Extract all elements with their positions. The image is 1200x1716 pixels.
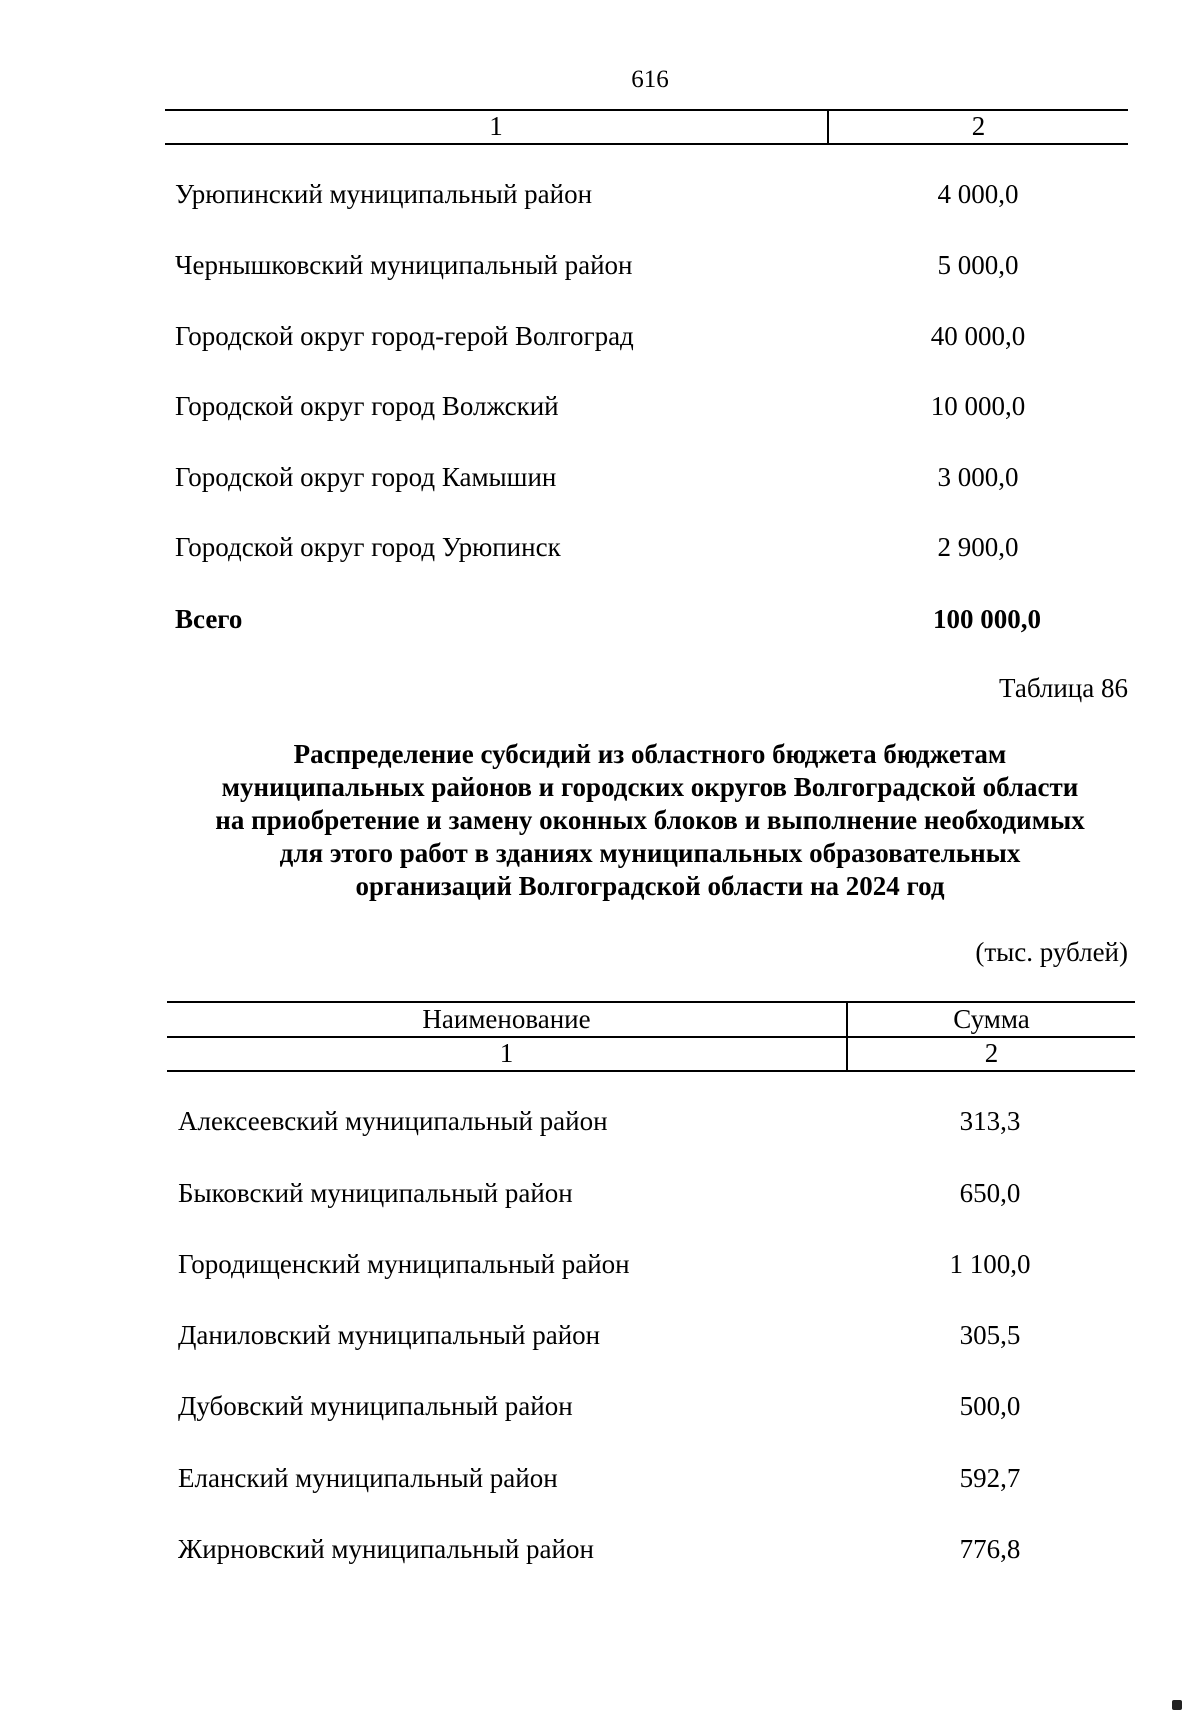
table-row-name: Городской округ город-герой Волгоград — [175, 321, 634, 351]
table-row-name: Быковский муниципальный район — [178, 1178, 573, 1208]
table-row-value: 650,0 — [959, 1178, 1021, 1208]
table-row-value: 500,0 — [959, 1391, 1021, 1421]
table-row-value: 3 000,0 — [937, 462, 1019, 492]
table-row-name: Городской округ город Волжский — [175, 391, 559, 421]
column-header-sum: Сумма — [953, 1004, 1030, 1034]
table-row-name: Городской округ город Камышин — [175, 462, 557, 492]
units-label: (тыс. рублей) — [975, 937, 1128, 967]
top-table-col1-number: 1 — [489, 111, 503, 141]
table-number-label: Таблица 86 — [999, 673, 1128, 703]
table-row-name: Даниловский муниципальный район — [178, 1320, 601, 1350]
table-row-value: 1 100,0 — [949, 1249, 1031, 1279]
table-title-line: Распределение субсидий из областного бюджета бюджетам — [293, 739, 1007, 769]
table-title-line: муниципальных районов и городских округов Волгоградской области — [221, 772, 1079, 802]
table-row-name: Жирновский муниципальный район — [178, 1534, 594, 1564]
column-number-2: 2 — [984, 1038, 999, 1068]
column-header-name: Наименование — [422, 1004, 591, 1034]
table-row-value: 5 000,0 — [937, 250, 1019, 280]
table-row-name: Урюпинский муниципальный район — [175, 179, 593, 209]
table-row-value: 313,3 — [959, 1106, 1021, 1136]
table-row-value: 2 900,0 — [937, 532, 1019, 562]
table-row-value: 10 000,0 — [930, 391, 1026, 421]
table-row-value: 40 000,0 — [930, 321, 1026, 351]
table-title-line: для этого работ в зданиях муниципальных образовательных — [279, 838, 1021, 868]
total-label: Всего — [175, 604, 243, 634]
table-row-value: 305,5 — [959, 1320, 1021, 1350]
table-row-name: Еланский муниципальный район — [178, 1463, 558, 1493]
table-row-name: Городищенский муниципальный район — [178, 1249, 630, 1279]
table-row-value: 776,8 — [959, 1534, 1021, 1564]
table-row-name: Чернышковский муниципальный район — [175, 250, 633, 280]
table-title-line: на приобретение и замену оконных блоков и выполнение необходимых — [215, 805, 1085, 835]
total-value: 100 000,0 — [933, 604, 1041, 634]
column-number-1: 1 — [499, 1038, 514, 1068]
top-table-col2-number: 2 — [971, 111, 986, 141]
page-number: 616 — [631, 66, 669, 93]
table-row-value: 592,7 — [959, 1463, 1021, 1493]
table-row-name: Городской округ город Урюпинск — [175, 532, 561, 562]
table-86-rule-bottom — [167, 1070, 1135, 1072]
table-title — [150, 738, 1150, 903]
table-row-name: Алексеевский муниципальный район — [178, 1106, 608, 1136]
table-row-value: 4 000,0 — [937, 179, 1019, 209]
table-title-line: организаций Волгоградской области на 2024 год — [355, 871, 945, 901]
table-row-name: Дубовский муниципальный район — [178, 1391, 573, 1421]
scan-mark — [1172, 1700, 1182, 1710]
table-86-rule-top — [167, 1001, 1135, 1003]
top-table-rule-bottom — [165, 143, 1128, 145]
